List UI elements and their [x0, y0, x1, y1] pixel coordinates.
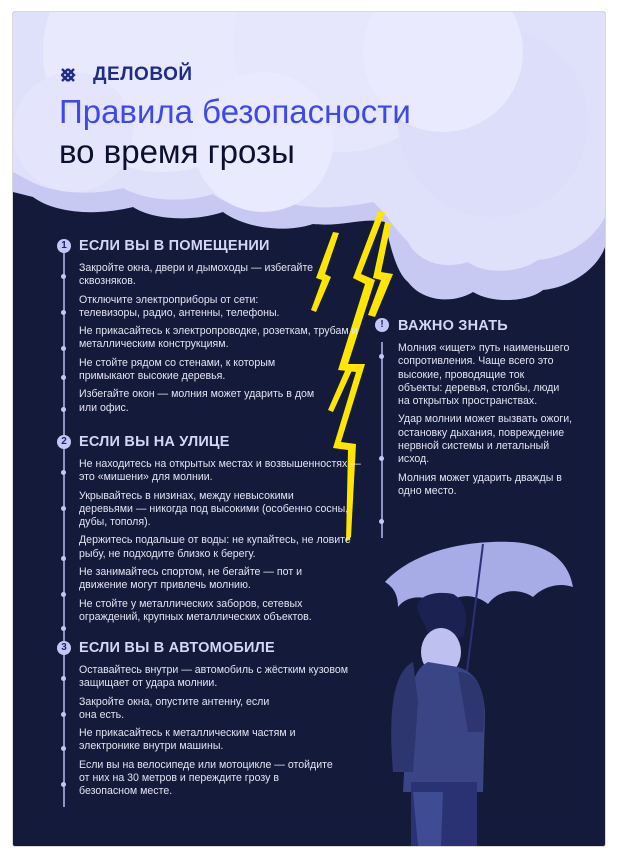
list-item: Закройте окна, двери и дымоходы — избегайте сквозняков.: [79, 262, 314, 288]
list-item: Держитесь подальше от воды: не купайтесь, не ловите рыбу, не подходите близко к берегу.: [79, 534, 351, 560]
double-chevron-logo-icon: [61, 68, 87, 82]
list-item: Отключите электроприборы от сети: телевизоры, радио, антенны, телефоны.: [79, 293, 280, 319]
list-item: Если вы на велосипеде или мотоцикле — отойдите от них на 30 метров и переждите грозу в безопасном месте.: [79, 758, 333, 798]
bullet-dot: [61, 556, 66, 561]
bullet-dot: [61, 407, 66, 412]
list-item: Оставайтесь внутри — автомобиль с жёстким кузовом защищает от удара молнии.: [79, 664, 349, 690]
person-with-umbrella-icon: [385, 542, 573, 846]
list-item: Не находитесь на открытых местах и возвышенностях — это «мишени» для молнии.: [79, 458, 361, 484]
list-item: Не стойте у металлических заборов, сетевых ограждений, крупных металлических объектов.: [79, 597, 312, 623]
important-timeline-line: [381, 342, 383, 538]
section-2-badge: 2: [57, 435, 71, 449]
bullet-dot: [61, 506, 66, 511]
timeline-line: [63, 252, 65, 807]
section-title: ЕСЛИ ВЫ В ПОМЕЩЕНИИ: [79, 238, 270, 254]
bullet-dot: [61, 470, 66, 475]
bullet-dot: [61, 782, 66, 787]
bullet-dot: [61, 712, 66, 717]
section-outdoors: [79, 434, 364, 629]
bullet-dot: [61, 676, 66, 681]
brand-name: ДЕЛОВОЙ: [93, 64, 193, 85]
bullet-dot: [61, 346, 66, 351]
section-3-badge: 3: [57, 641, 71, 655]
brand-logo: [61, 64, 193, 86]
list-item: Не стойте рядом со стенами, к которым примыкают высокие деревья.: [79, 356, 276, 383]
section-title: ЕСЛИ ВЫ В АВТОМОБИЛЕ: [79, 640, 275, 656]
section-indoors: [79, 238, 364, 420]
bullet-dot: [61, 626, 66, 631]
list-item: Удар молнии может вызвать ожоги, остановку дыхания, повреждение нервной системы и летальный исход.: [398, 413, 573, 466]
list-item: Молния «ищет» путь наименьшего сопротивления. Чаще всего это высокие, проводящие ток объекты: деревья, столбы, люди на открытых пространствах.: [398, 342, 570, 408]
bullet-dot: [61, 746, 66, 751]
important-badge: !: [375, 318, 389, 332]
bullet-dot: [379, 456, 384, 461]
title-line-2: во время грозы: [59, 133, 295, 170]
list-item: Укрывайтесь в низинах, между невысокими деревьями — никогда под высокими (особенно сосны, дубы, тополя).: [79, 489, 349, 529]
list-item: Молния может ударить дважды в одно место.: [398, 471, 562, 497]
important-title: ВАЖНО ЗНАТЬ: [398, 318, 508, 334]
important-section: [398, 318, 583, 503]
section-1-badge: 1: [57, 239, 71, 253]
bullet-dot: [61, 375, 66, 380]
list-item: Не прикасайтесь к электропроводке, розеткам, трубам и металлическим конструкциям.: [79, 325, 358, 351]
section-title: ЕСЛИ ВЫ НА УЛИЦЕ: [79, 434, 230, 450]
section-in-car: [79, 640, 364, 804]
bullet-dot: [61, 310, 66, 315]
bullet-dot: [379, 354, 384, 359]
bullet-dot: [61, 274, 66, 279]
list-item: Не прикасайтесь к металлическим частям и электронике внутри машины.: [79, 727, 296, 753]
list-item: Не занимайтесь спортом, не бегайте — пот и движение могут привлечь молнию.: [79, 566, 303, 592]
poster: [13, 12, 605, 846]
list-item: Закройте окна, опустите антенну, если она есть.: [79, 695, 270, 721]
title-line-1: Правила безопасности: [59, 93, 411, 130]
bullet-dot: [379, 519, 384, 524]
bullet-dot: [61, 592, 66, 597]
list-item: Избегайте окон — молния может ударить в дом или офис.: [79, 388, 315, 414]
